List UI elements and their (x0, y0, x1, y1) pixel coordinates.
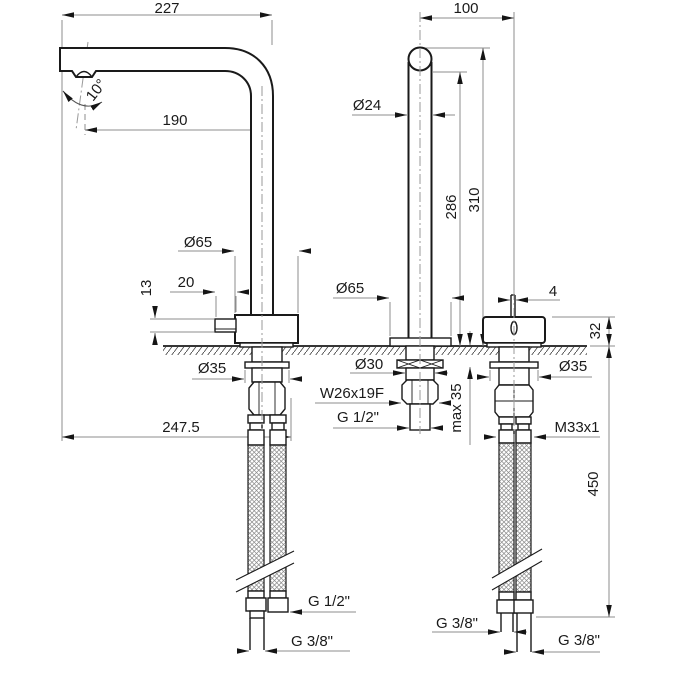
side-outlet (215, 319, 236, 332)
spout-shank (252, 347, 282, 362)
centerlines (262, 12, 514, 442)
label-13: 13 (138, 279, 155, 297)
spout-washer (245, 362, 289, 368)
spout-hose-fittings-top (248, 415, 286, 445)
label-247-5: 247.5 (162, 419, 200, 436)
label-g38-left-pair: G 3/8" (290, 633, 334, 650)
label-310: 310 (466, 187, 483, 213)
label-286: 286 (443, 194, 460, 220)
label-100: 100 (453, 0, 479, 17)
label-10deg: 10° (82, 76, 111, 105)
label-w26x19f: W26x19F (319, 385, 385, 402)
label-o35-left: Ø35 (197, 360, 227, 377)
label-32: 32 (587, 322, 604, 340)
spout-hose-ends (246, 591, 288, 650)
label-4: 4 (548, 283, 558, 300)
label-o35-right: Ø35 (558, 358, 588, 375)
label-o65-left: Ø65 (183, 234, 213, 251)
label-g38-right2: G 3/8" (557, 632, 601, 649)
label-450: 450 (585, 471, 602, 497)
control-hose-fittings-top (499, 417, 531, 443)
spout-base (235, 315, 298, 343)
label-o65-middle: Ø65 (335, 280, 365, 297)
label-g38-right1: G 3/8" (435, 615, 479, 632)
label-o30: Ø30 (354, 356, 384, 373)
spout-nut (249, 382, 285, 415)
label-max35: max 35 (448, 383, 465, 433)
label-o24: Ø24 (352, 97, 382, 114)
label-g12-middle: G 1/2" (336, 409, 380, 426)
label-227: 227 (154, 0, 180, 17)
label-190: 190 (162, 112, 188, 129)
label-g12-hose: G 1/2" (307, 593, 351, 610)
label-m33x1: M33x1 (554, 419, 600, 436)
label-20: 20 (177, 274, 195, 291)
control-hose-ends (497, 592, 533, 652)
